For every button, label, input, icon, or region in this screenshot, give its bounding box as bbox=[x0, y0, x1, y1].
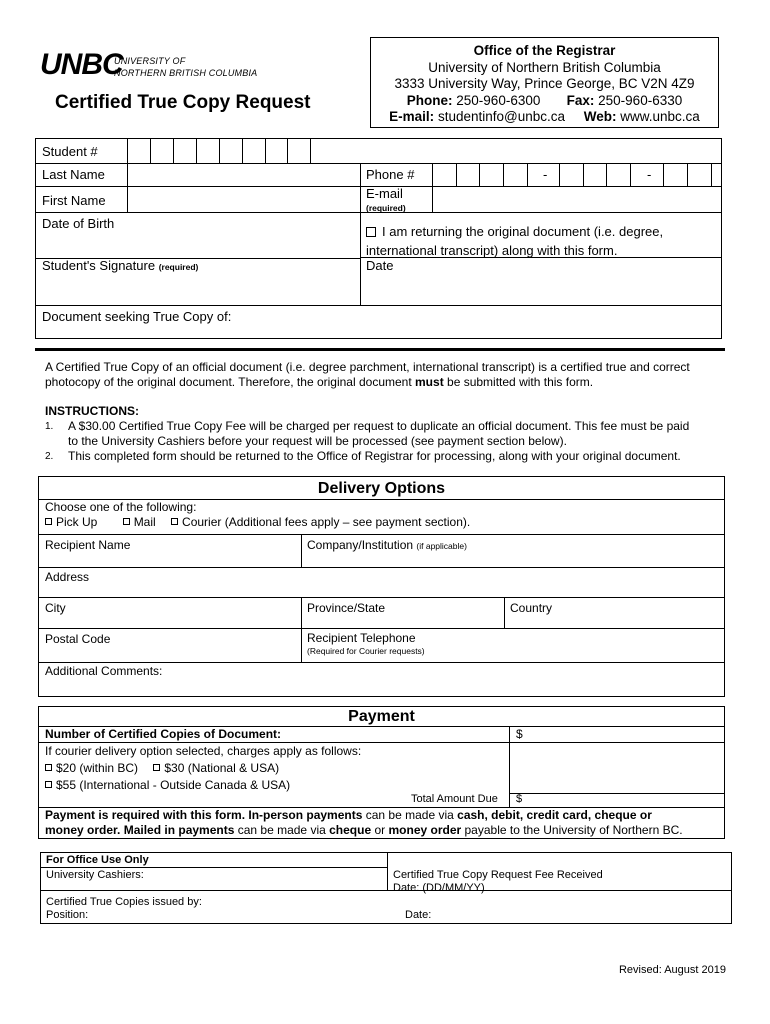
first-name-label: First Name bbox=[42, 193, 106, 208]
company-label bbox=[307, 538, 467, 552]
payment-req-d: money order. Mailed in payments bbox=[45, 823, 235, 837]
courier-bc-option[interactable] bbox=[45, 761, 138, 775]
web-value: www.unbc.ca bbox=[620, 109, 700, 124]
phone-number-label: Phone # bbox=[366, 167, 415, 182]
choose-label: Choose one of the following: bbox=[45, 500, 197, 514]
revised-date: Revised: August 2019 bbox=[618, 964, 726, 976]
payment-req-f: cheque bbox=[329, 823, 372, 837]
payment-req-i: payable to the University of Northern BC. bbox=[461, 823, 683, 837]
postal-code-label: Postal Code bbox=[45, 632, 111, 646]
signature-text: Student's Signature bbox=[42, 258, 156, 273]
student-info-grid bbox=[35, 138, 722, 339]
payment-title: Payment bbox=[348, 708, 415, 725]
comments-label: Additional Comments: bbox=[45, 664, 163, 678]
form-title: Certified True Copy Request bbox=[55, 92, 311, 113]
city-label: City bbox=[45, 601, 66, 615]
cashiers-label: University Cashiers: bbox=[46, 869, 144, 881]
issued-by-label: Certified True Copies issued by: bbox=[46, 896, 202, 908]
intro-paragraph bbox=[45, 360, 725, 390]
recipient-tel-text: Recipient Telephone bbox=[307, 631, 416, 645]
office-date-label: Date: bbox=[405, 909, 432, 921]
registrar-university: University of Northern British Columbia bbox=[428, 59, 661, 75]
phone-label: Phone: bbox=[406, 92, 453, 108]
delivery-options-section bbox=[38, 476, 725, 697]
courier-national-label: $30 (National & USA) bbox=[164, 761, 280, 775]
intro-line1: A Certified True Copy of an official document (i.e. degree parchment, international transcript) is a certified true and correct bbox=[45, 360, 690, 374]
payment-req-b: can be made via bbox=[362, 808, 458, 822]
pickup-label: Pick Up bbox=[56, 515, 98, 529]
fax-value: 250-960-6330 bbox=[598, 92, 683, 108]
instruction-1-line1: A $30.00 Certified True Copy Fee will be charged per request to duplicate an official document. This fee must be paid bbox=[68, 419, 690, 433]
registrar-email-web bbox=[371, 109, 718, 126]
payment-req-c: cash, debit, credit card, cheque or bbox=[457, 808, 652, 822]
dob-label: Date of Birth bbox=[42, 216, 115, 231]
payment-req-a: Payment is required with this form. In-person payments bbox=[45, 808, 363, 822]
returning-original-option[interactable] bbox=[366, 222, 663, 260]
courier-national-checkbox[interactable] bbox=[153, 764, 160, 771]
instruction-2-text: This completed form should be returned to the Office of Registrar for processing, along with your original document. bbox=[68, 449, 681, 463]
fee-received-label: Certified True Copy Request Fee Received bbox=[393, 869, 603, 881]
instruction-1-line2: to the University Cashiers before your request will be processed (see payment section below). bbox=[68, 434, 567, 448]
email-value: studentinfo@unbc.ca bbox=[437, 109, 565, 124]
company-text: Company/Institution bbox=[307, 538, 414, 552]
pickup-option[interactable] bbox=[45, 515, 97, 529]
fax-label: Fax: bbox=[566, 92, 595, 108]
unbc-logo: UNBC bbox=[40, 48, 123, 81]
registrar-phone-fax bbox=[371, 93, 718, 110]
mail-checkbox[interactable] bbox=[123, 518, 130, 525]
courier-label: Courier (Additional fees apply – see payment section). bbox=[182, 515, 471, 529]
mail-label: Mail bbox=[133, 515, 156, 529]
company-note: (if applicable) bbox=[416, 541, 467, 551]
registrar-address: 3333 University Way, Prince George, BC V2N 4Z9 bbox=[394, 76, 695, 91]
payment-req-e: can be made via bbox=[234, 823, 330, 837]
returning-line1: I am returning the original document (i.e. degree, bbox=[382, 224, 664, 239]
registrar-box bbox=[370, 37, 719, 128]
logo-line2: NORTHERN BRITISH COLUMBIA bbox=[114, 68, 258, 78]
instructions bbox=[45, 404, 725, 464]
web-label: Web: bbox=[583, 109, 617, 124]
courier-charges-note: If courier delivery option selected, charges apply as follows: bbox=[45, 744, 362, 758]
fee-received bbox=[393, 869, 603, 895]
phone-dash-2: - bbox=[647, 167, 652, 182]
instruction-1-num: 1. bbox=[45, 421, 54, 432]
returning-checkbox[interactable] bbox=[366, 227, 376, 237]
logo-subtitle bbox=[114, 55, 257, 79]
province-label: Province/State bbox=[307, 601, 386, 615]
address-label: Address bbox=[45, 570, 90, 584]
instruction-2-num: 2. bbox=[45, 451, 54, 462]
recipient-tel-note: (Required for Courier requests) bbox=[307, 646, 425, 656]
returning-line2: international transcript) along with this form. bbox=[366, 243, 618, 258]
intro-must: must bbox=[415, 375, 444, 389]
pickup-checkbox[interactable] bbox=[45, 518, 52, 525]
delivery-choices bbox=[45, 500, 470, 530]
payment-req-g: or bbox=[371, 823, 389, 837]
registrar-title: Office of the Registrar bbox=[473, 43, 616, 58]
email-field-label bbox=[366, 187, 406, 215]
position-label: Position: bbox=[46, 909, 89, 921]
courier-bc-checkbox[interactable] bbox=[45, 764, 52, 771]
courier-intl-label: $55 (International - Outside Canada & USA) bbox=[56, 778, 291, 792]
last-name-label: Last Name bbox=[42, 167, 105, 182]
section-divider bbox=[35, 348, 725, 351]
courier-checkbox[interactable] bbox=[171, 518, 178, 525]
office-use-section bbox=[40, 852, 732, 924]
email-required: (required) bbox=[366, 203, 406, 213]
intro-line2 bbox=[45, 375, 725, 390]
delivery-title: Delivery Options bbox=[317, 480, 446, 497]
signature-label bbox=[42, 258, 198, 273]
phone-value: 250-960-6300 bbox=[456, 92, 541, 108]
courier-option[interactable] bbox=[171, 515, 470, 529]
student-number-label: Student # bbox=[42, 144, 98, 159]
logo-line1: UNIVERSITY OF bbox=[114, 56, 186, 66]
fee-date-label: Date: (DD/MM/YY) bbox=[393, 882, 485, 894]
courier-national-option[interactable] bbox=[153, 761, 279, 775]
courier-intl-checkbox[interactable] bbox=[45, 781, 52, 788]
country-label: Country bbox=[510, 601, 553, 615]
courier-bc-label: $20 (within BC) bbox=[56, 761, 139, 775]
document-label: Document seeking True Copy of: bbox=[42, 309, 232, 324]
courier-charges bbox=[45, 743, 361, 794]
office-use-heading: For Office Use Only bbox=[46, 854, 149, 866]
instruction-1 bbox=[45, 419, 725, 449]
courier-intl-option[interactable] bbox=[45, 777, 361, 794]
mail-option[interactable] bbox=[123, 515, 156, 529]
email-text: E-mail bbox=[366, 186, 403, 201]
total-dollar: $ bbox=[516, 793, 523, 805]
date-label: Date bbox=[366, 258, 394, 273]
intro-line2-c: be submitted with this form. bbox=[443, 375, 594, 389]
signature-required: (required) bbox=[158, 262, 199, 272]
instruction-2 bbox=[45, 449, 725, 464]
instructions-heading: INSTRUCTIONS: bbox=[45, 404, 139, 418]
email-label: E-mail: bbox=[389, 109, 435, 124]
recipient-telephone-label bbox=[307, 632, 425, 658]
payment-requirements bbox=[45, 808, 720, 838]
payment-section bbox=[38, 706, 725, 839]
phone-dash-1: - bbox=[543, 167, 548, 182]
copies-dollar: $ bbox=[516, 727, 523, 741]
total-due-label: Total Amount Due bbox=[411, 793, 498, 805]
intro-line2-a: photocopy of the original document. Therefore, the original document bbox=[45, 375, 416, 389]
issued-by bbox=[46, 896, 202, 922]
recipient-name-label: Recipient Name bbox=[45, 538, 131, 552]
copies-label: Number of Certified Copies of Document: bbox=[45, 727, 282, 741]
payment-req-h: money order bbox=[388, 823, 462, 837]
